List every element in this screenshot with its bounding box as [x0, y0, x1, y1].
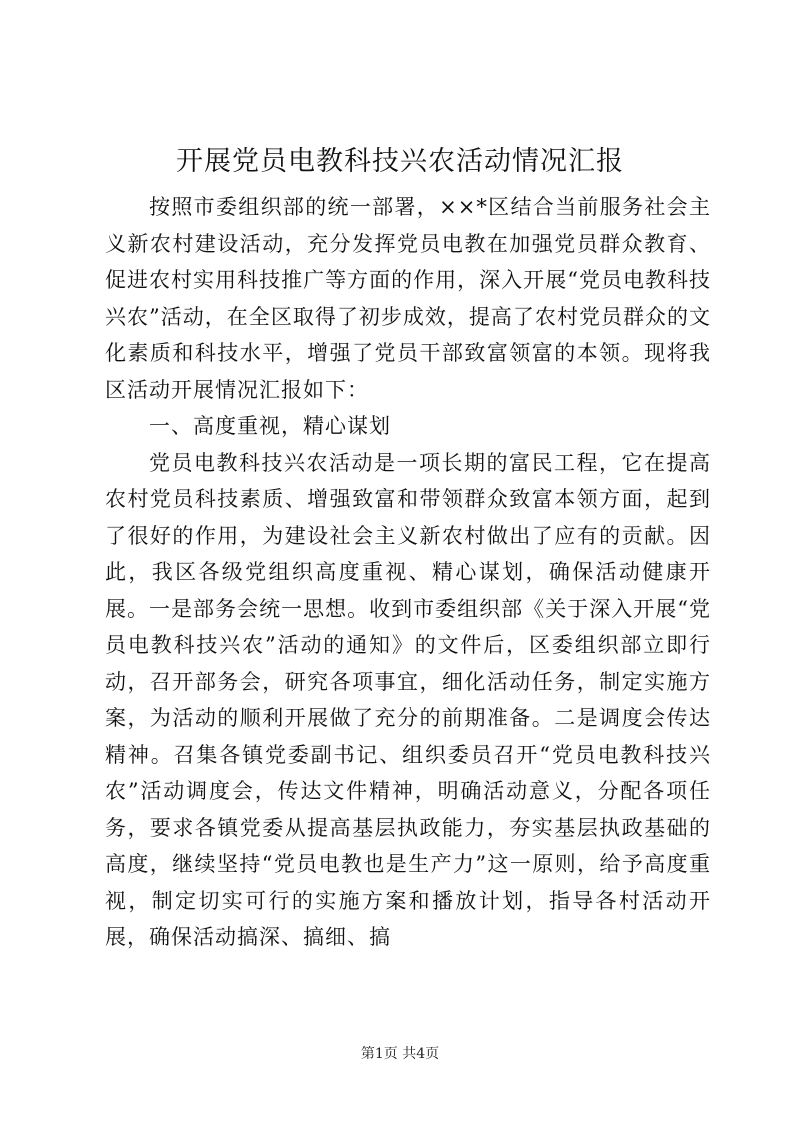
section-heading-1: 一、高度重视，精心谋划	[149, 414, 391, 438]
document-title: 开展党员电教科技兴农活动情况汇报	[176, 146, 624, 177]
document-body	[105, 189, 711, 956]
paragraph-intro: 按照市委组织部的统一部署，××*区结合当前服务社会主义新农村建设活动，充分发挥党员电教在加强党员群众教育、促进农村实用科技推广等方面的作用，深入开展“党员电教科技兴农”活动，在全区取得了初步成效，提高了农村党员群众的文化素质和科技水平，增强了党员干部致富领富的本领。现将我区活动开展情况汇报如下：	[105, 195, 711, 402]
page-footer: 第1页 共4页	[360, 1046, 440, 1062]
paragraph-section-1: 党员电教科技兴农活动是一项长期的富民工程，它在提高农村党员科技素质、增强致富和带领群众致富本领方面，起到了很好的作用，为建设社会主义新农村做出了应有的贡献。因此，我区各级党组织高度重视、精心谋划，确保活动健康开展。一是部务会统一思想。收到市委组织部《关于深入开展“党员电教科技兴农”活动的通知》的文件后，区委组织部立即行动，召开部务会，研究各项事宜，细化活动任务，制定实施方案，为活动的顺利开展做了充分的前期准备。二是调度会传达精神。召集各镇党委副书记、组织委员召开“党员电教科技兴农”活动调度会，传达文件精神，明确活动意义，分配各项任务，要求各镇党委从提高基层执政能力，夯实基层执政基础的高度，继续坚持“党员电教也是生产力”这一原则，给予高度重视，制定切实可行的实施方案和播放计划，指导各村活动开展，确保活动搞深、搞细、搞	[105, 450, 711, 949]
